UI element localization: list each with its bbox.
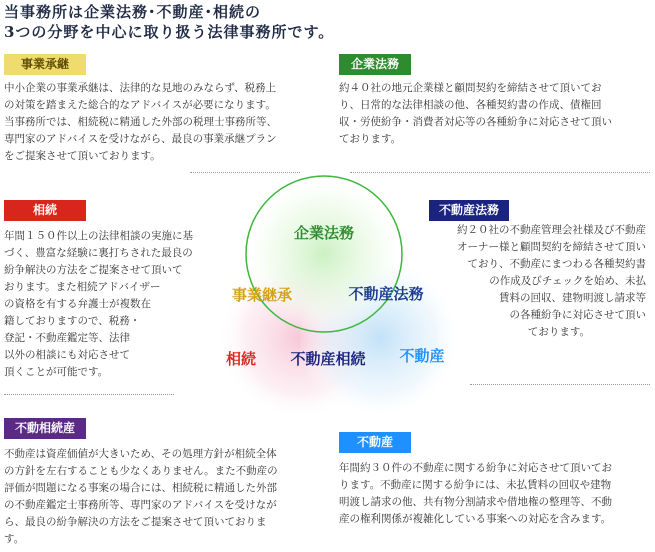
venn-label-kigyo: 企業法務 — [293, 224, 355, 242]
fudosan-sozoku-line: の方針を左右することも少なくありません。また不動産の — [4, 465, 278, 477]
fudosan-sozoku-line: す。 — [4, 533, 25, 545]
jigyo-line: をご提案させて頂いております。 — [4, 150, 161, 162]
jigyo-line: 当事務所では、相続税に精通した外部の税理士事務所等、 — [4, 116, 277, 128]
venn-diagram — [190, 168, 480, 428]
fudosan-homu-line: 賃料の回収、建物明渡し請求等 — [499, 292, 646, 304]
fudosan-line: ります。不動産に関する紛争には、未払賃料の回収や建物 — [339, 479, 612, 491]
label-fudosan: 不動産 — [339, 432, 411, 453]
fudosan-homu-line: ており、不動産にまつわる各種契約書 — [467, 258, 646, 270]
sozoku-line: 紛争解決の方法をご提案させて頂いて — [4, 264, 183, 276]
fudosan-homu-line: の作成及びチェックを始め、未払 — [489, 275, 646, 287]
venn-label-fudosan: 不動産 — [399, 347, 445, 365]
venn-label-sozoku: 相続 — [225, 350, 257, 368]
page-headline — [4, 2, 444, 42]
fudosan-homu-line: 約２０社の不動産管理会社様及び不動産 — [457, 224, 646, 236]
headline-line-1: 当事務所は企業法務･不動産･相続の — [4, 3, 262, 21]
divider — [470, 384, 650, 385]
jigyo-line: 中小企業の事業承継は、法律的な見地のみならず、税務上 — [4, 82, 277, 94]
label-fudosan-sozoku: 不動相続産 — [4, 418, 86, 439]
fudosan-line: 明渡し請求の他、共有物分割請求や借地権の整理等、不動 — [339, 496, 612, 508]
fudosan-sozoku-line: の不動産鑑定士事務所等、専門家のアドバイスを受けなが — [4, 499, 277, 511]
headline-line-2: 3つの分野を中心に取り扱う法律事務所です。 — [4, 23, 335, 41]
venn-label-fudosan-sozoku: 不動産相続 — [290, 350, 366, 368]
label-sozoku: 相続 — [4, 200, 86, 221]
jigyo-shokei-text — [4, 80, 326, 165]
sozoku-line: 頂くことが可能です。 — [4, 366, 109, 378]
sozoku-line: おります。また相続アドバイザー — [4, 281, 161, 293]
fudosan-homu-line: ております。 — [527, 326, 590, 338]
sozoku-line: 以外の相談にも対応させて — [4, 349, 130, 361]
fudosan-sozoku-line: ら、最良の紛争解決の方法をご提案させて頂いておりま — [4, 516, 267, 528]
venn-label-fudosan-homu: 不動産法務 — [348, 285, 424, 303]
label-jigyo-shokei: 事業承継 — [4, 54, 86, 75]
sozoku-line: づく、豊富な経験に裏打ちされた最良の — [4, 247, 193, 259]
fudosan-homu-line: オーナー様と顧問契約を締結させて頂い — [457, 241, 646, 253]
sozoku-line: 登記・不動産鑑定等、法律 — [4, 332, 130, 344]
sozoku-line: 年間１５０件以上の法律相談の実施に基 — [4, 230, 193, 242]
fudosan-text — [339, 460, 651, 528]
jigyo-line: の対策を踏まえた総合的なアドバイスが必要になります。 — [4, 99, 276, 111]
fudosan-sozoku-line: 評価が問題になる事案の場合には、相続税に精通した外部 — [4, 482, 277, 494]
fudosan-sozoku-line: 不動産は資産価値が大きいため、その処理方針が相続全体 — [4, 448, 277, 460]
kigyo-line: 約４０社の地元企業様と顧問契約を締結させて頂いてお — [339, 82, 602, 94]
sozoku-line: 籍しておりますので、税務・ — [4, 315, 141, 327]
venn-label-jigyo: 事業継承 — [231, 286, 293, 304]
kigyo-line: 収・労使紛争・消費者対応等の各種紛争に対応させて頂い — [339, 116, 612, 128]
label-fudosan-homu: 不動産法務 — [429, 200, 509, 221]
fudosan-line: 年間約３０件の不動産に関する紛争に対応させて頂いてお — [339, 462, 612, 474]
venn-circle-green — [246, 176, 402, 332]
kigyo-line: り、日常的な法律相談の他、各種契約書の作成、債権回 — [339, 99, 602, 111]
divider — [4, 394, 174, 395]
kigyo-homu-text — [339, 80, 651, 148]
jigyo-line: 専門家のアドバイスを受けながら、最良の事業承継プラン — [4, 133, 277, 145]
sozoku-line: の資格を有する弁護士が複数在 — [4, 298, 151, 310]
fudosan-line: 産の権利関係が複雑化している事案への対応を含みます。 — [339, 513, 612, 525]
fudosan-homu-line: の各種紛争に対応させて頂い — [509, 309, 646, 321]
fudosan-sozoku-text — [4, 446, 326, 548]
kigyo-line: ております。 — [339, 133, 402, 145]
label-kigyo-homu: 企業法務 — [339, 54, 411, 75]
